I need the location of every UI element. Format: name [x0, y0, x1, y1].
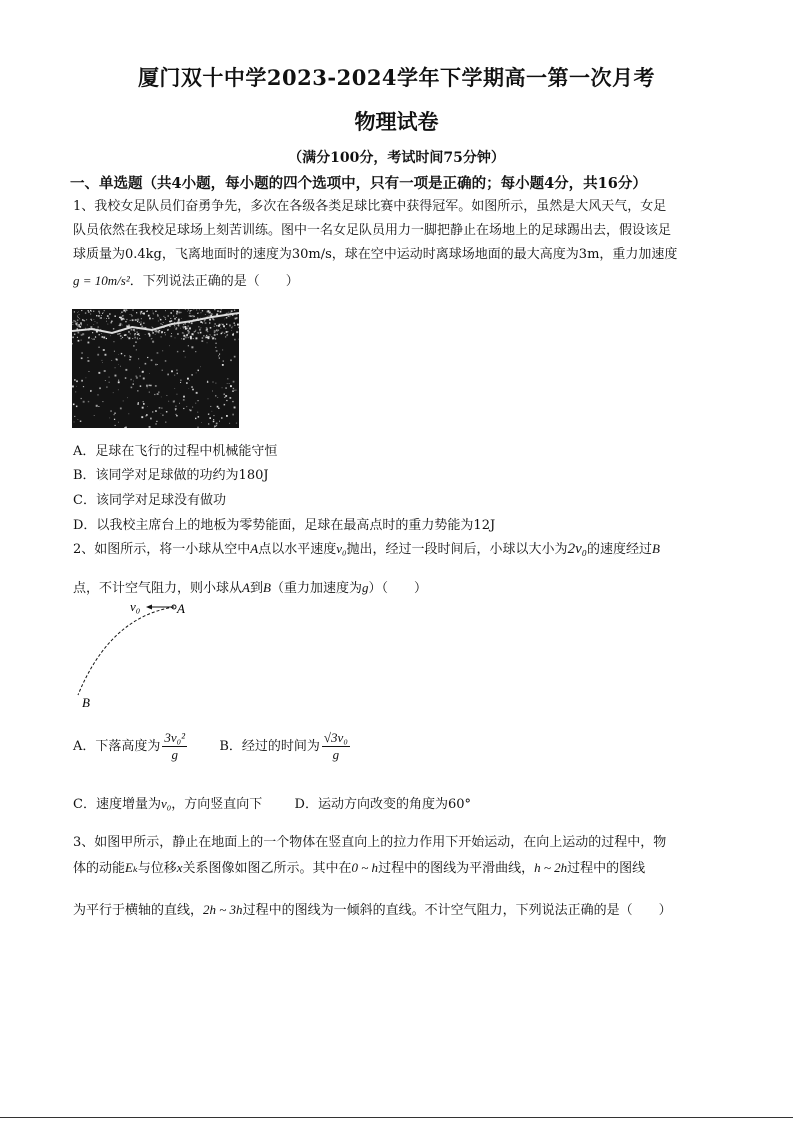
q2-var-a: A — [242, 580, 250, 595]
q3-line1: 3、如图甲所示，静止在地面上的一个物体在竖直向上的拉力作用下开始运动，在向上运动的过程中，物 — [73, 835, 667, 850]
q1-line4 — [73, 272, 299, 291]
fraction-numerator: 3v₀² — [164, 730, 186, 745]
q3-text: 过程中的图线为一倾斜的直线。不计空气阻力，下列说法正确的是（ ） — [242, 903, 672, 918]
diagram-label-a: A — [177, 601, 185, 616]
q2-option-b-fraction — [322, 730, 350, 763]
section-heading: 一、单选题（共4小题，每小题的四个选项中，只有一项是正确的；每小题4分，共16分） — [70, 175, 647, 192]
q2-text: 点，不计空气阻力，则小球从 — [73, 581, 243, 596]
q3-text: 过程中的图线为平滑曲线， — [378, 861, 535, 876]
q3-text: 关系图像如图乙所示。其中在 — [182, 861, 352, 876]
q2-var-g: g — [361, 580, 369, 595]
q3-var-x: x — [176, 860, 183, 875]
q2-text: 抛出，经过一段时间后，小球以大小为 — [346, 542, 568, 557]
q2-var-v0: v₀ — [336, 541, 347, 556]
fraction-denominator: g — [171, 747, 178, 762]
q1-line4-tail: ．下列说法正确的是（ ） — [129, 274, 299, 289]
soccer-field-photo — [72, 309, 239, 428]
q3-text: 为平行于横轴的直线， — [73, 903, 204, 918]
q2-text: 2、如图所示，将一小球从空中 — [73, 542, 251, 557]
trajectory-curve — [78, 607, 174, 695]
exam-info: （满分100分，考试时间75分钟） — [288, 150, 505, 166]
diagram-label-b: B — [82, 695, 90, 710]
q2-option-c-label: C．速度增量为 — [73, 797, 161, 812]
q2-option-a-label: A．下落高度为 — [73, 739, 161, 754]
exam-subtitle: 物理试卷 — [354, 109, 439, 134]
q2-text: 到 — [249, 581, 263, 596]
q2-text: ）（ ） — [368, 581, 427, 596]
q3-line3 — [73, 901, 672, 920]
projectile-diagram — [70, 595, 200, 715]
q3-range-2: h ~ 2h — [534, 860, 568, 875]
q2-option-c-tail: ，方向竖直向下 — [171, 797, 263, 812]
q3-var-ek: Eₖ — [125, 860, 138, 875]
q1-line1: 1、我校女足队员们奋勇争先，多次在各级各类足球比赛中获得冠军。如图所示，虽然是大风天气，女足 — [73, 199, 667, 214]
page-bottom-rule — [0, 1117, 793, 1118]
q2-var-b: B — [651, 541, 660, 556]
q2-text: 的速度经过 — [586, 542, 652, 557]
q2-option-d: D．运动方向改变的角度为60° — [294, 797, 472, 812]
q3-range-3: 2h ~ 3h — [203, 902, 243, 917]
q2-options-ab — [73, 730, 352, 763]
diagram-label-v0: v₀ — [130, 599, 141, 614]
q3-text: 体的动能 — [73, 861, 126, 876]
q2-var-b: B — [262, 580, 271, 595]
q2-text: 点以水平速度 — [258, 542, 337, 557]
q1-gravity-formula: g = 10m/s² — [73, 273, 130, 288]
q2-option-c-var: v₀ — [160, 796, 172, 811]
fraction-numerator: √3v₀ — [323, 730, 348, 745]
q3-range-1: 0 ~ h — [351, 860, 379, 875]
q2-options-cd — [73, 793, 471, 812]
q1-line2: 队员依然在我校足球场上刻苦训练。图中一名女足队员用力一脚把静止在场地上的足球踢出去，假设该足 — [73, 223, 672, 238]
q2-var-2v0: 2v₀ — [567, 541, 587, 557]
q2-text: （重力加速度为 — [270, 581, 362, 596]
q1-option-d: D．以我校主席台上的地板为零势能面，足球在最高点时的重力势能为12J — [73, 518, 496, 533]
q2-line1 — [73, 540, 660, 559]
q2-option-a-fraction — [162, 730, 187, 763]
q1-option-c: C．该同学对足球没有做功 — [73, 493, 226, 508]
q3-text: 过程中的图线 — [567, 861, 646, 876]
q1-option-a: A．足球在飞行的过程中机械能守恒 — [73, 444, 278, 459]
arrow-head-icon — [146, 605, 152, 610]
q1-line3: 球质量为0.4kg，飞离地面时的速度为30m/s，球在空中运动时离球场地面的最大高度为3m，重力加速度 — [73, 247, 678, 262]
q1-option-b: B．该同学对足球做的功约为180J — [73, 468, 269, 483]
fraction-denominator: g — [332, 747, 340, 762]
exam-title: 厦门双十中学2023-2024学年下学期高一第一次月考 — [137, 65, 656, 90]
q2-option-b-label: B．经过的时间为 — [219, 739, 320, 754]
q3-text: 与位移 — [137, 861, 177, 876]
q3-line2 — [73, 859, 645, 878]
photo-texture — [72, 309, 239, 428]
q2-var-a: A — [250, 541, 259, 556]
